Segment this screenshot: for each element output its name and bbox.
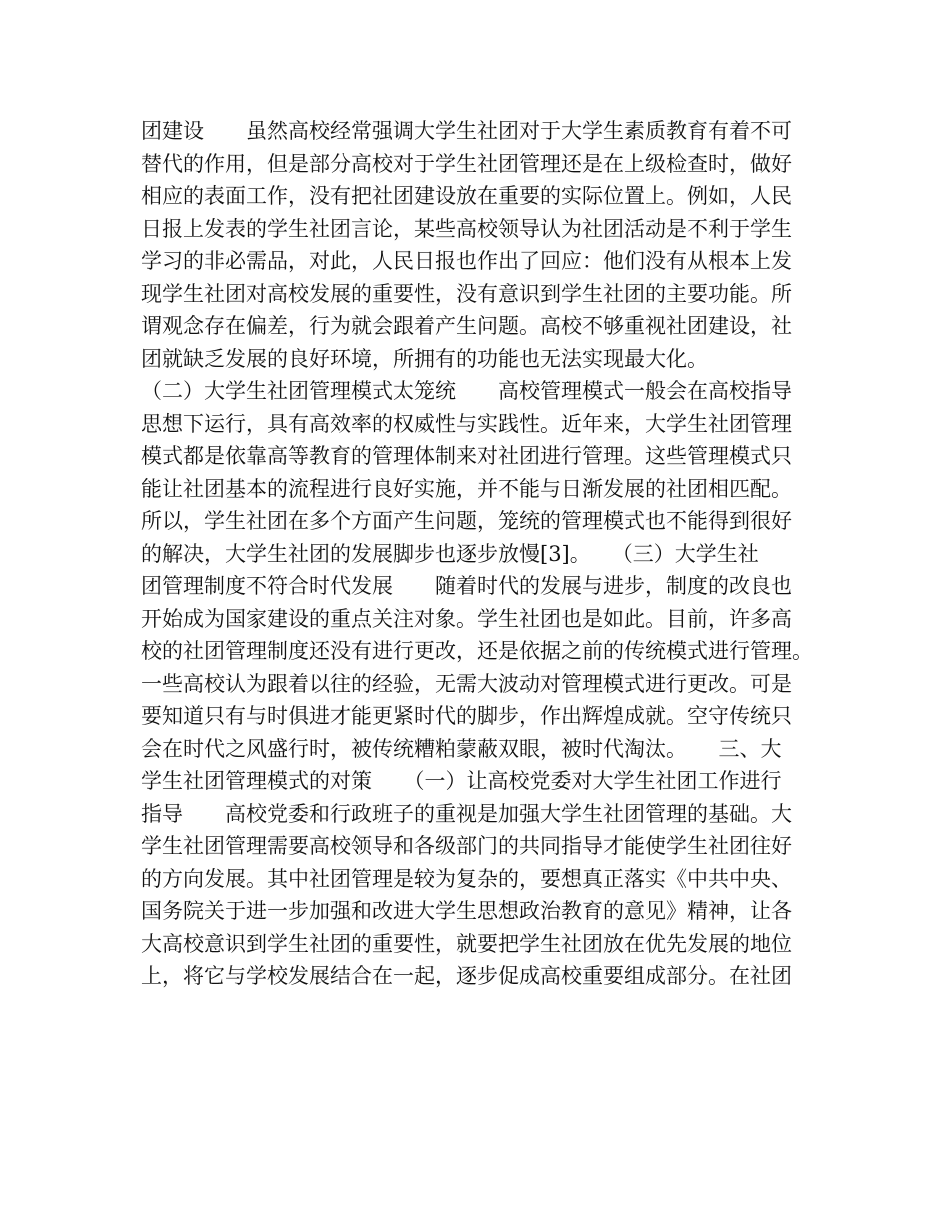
text-line: （二）大学生社团管理模式太笼统 高校管理模式一般会在高校指导: [141, 379, 792, 403]
body-text: [141, 115, 813, 993]
text-line: 开始成为国家建设的重点关注对象。学生社团也是如此。目前，许多高: [141, 606, 792, 631]
text-line: 替代的作用，但是部分高校对于学生社团管理还是在上级检查时，做好: [141, 151, 792, 176]
text-line: 学生社团管理模式的对策 （一）让高校党委对大学生社团工作进行: [141, 769, 782, 793]
text-line: 团管理制度不符合时代发展 随着时代的发展与进步，制度的改良也: [141, 574, 792, 598]
text-line: 要知道只有与时俱进才能更紧时代的脚步，作出辉煌成就。空守传统只: [141, 704, 792, 728]
text-line: 学习的非必需品，对此，人民日报也作出了回应：他们没有从根本上发: [141, 249, 792, 273]
text-line: 团就缺乏发展的良好环境，所拥有的功能也无法实现最大化。: [141, 346, 708, 371]
text-line: 所以，学生社团在多个方面产生问题，笼统的管理模式也不能得到很好: [141, 509, 792, 533]
text-line: 模式都是依靠高等教育的管理体制来对社团进行管理。这些管理模式只: [141, 444, 792, 468]
text-line: 现学生社团对高校发展的重要性，没有意识到学生社团的主要功能。所: [141, 281, 792, 306]
text-line: 学生社团管理需要高校领导和各级部门的共同指导才能使学生社团往好: [141, 834, 792, 858]
text-line: 的方向发展。其中社团管理是较为复杂的，要想真正落实《中共中央、: [141, 866, 792, 891]
text-line: 团建设 虽然高校经常强调大学生社团对于大学生素质教育有着不可: [141, 119, 792, 143]
text-line: 能让社团基本的流程进行良好实施，并不能与日渐发展的社团相匹配。: [141, 476, 792, 501]
text-line: 国务院关于进一步加强和改进大学生思想政治教育的意见》精神，让各: [141, 899, 792, 923]
text-line: 的解决，大学生社团的发展脚步也逐步放慢[3]。 （三）大学生社: [141, 541, 759, 566]
text-line: 日报上发表的学生社团言论，某些高校领导认为社团活动是不利于学生: [141, 216, 792, 241]
text-line: 谓观念存在偏差，行为就会跟着产生问题。高校不够重视社团建设，社: [141, 314, 792, 338]
text-line: 相应的表面工作，没有把社团建设放在重要的实际位置上。例如，人民: [141, 184, 792, 208]
text-line: 上，将它与学校发展结合在一起，逐步促成高校重要组成部分。在社团: [141, 964, 792, 988]
text-line: 思想下运行，具有高效率的权威性与实践性。近年来，大学生社团管理: [141, 411, 792, 436]
text-line: 校的社团管理制度还没有进行更改，还是依据之前的传统模式进行管理。: [141, 639, 813, 663]
text-line: 大高校意识到学生社团的重要性，就要把学生社团放在优先发展的地位: [141, 931, 792, 956]
text-line: 会在时代之风盛行时，被传统糟粕蒙蔽双眼，被时代淘汰。 三、大: [141, 736, 782, 761]
text-line: 一些高校认为跟着以往的经验，无需大波动对管理模式进行更改。可是: [141, 671, 792, 696]
text-line: 指导 高校党委和行政班子的重视是加强大学生社团管理的基础。大: [141, 801, 792, 826]
